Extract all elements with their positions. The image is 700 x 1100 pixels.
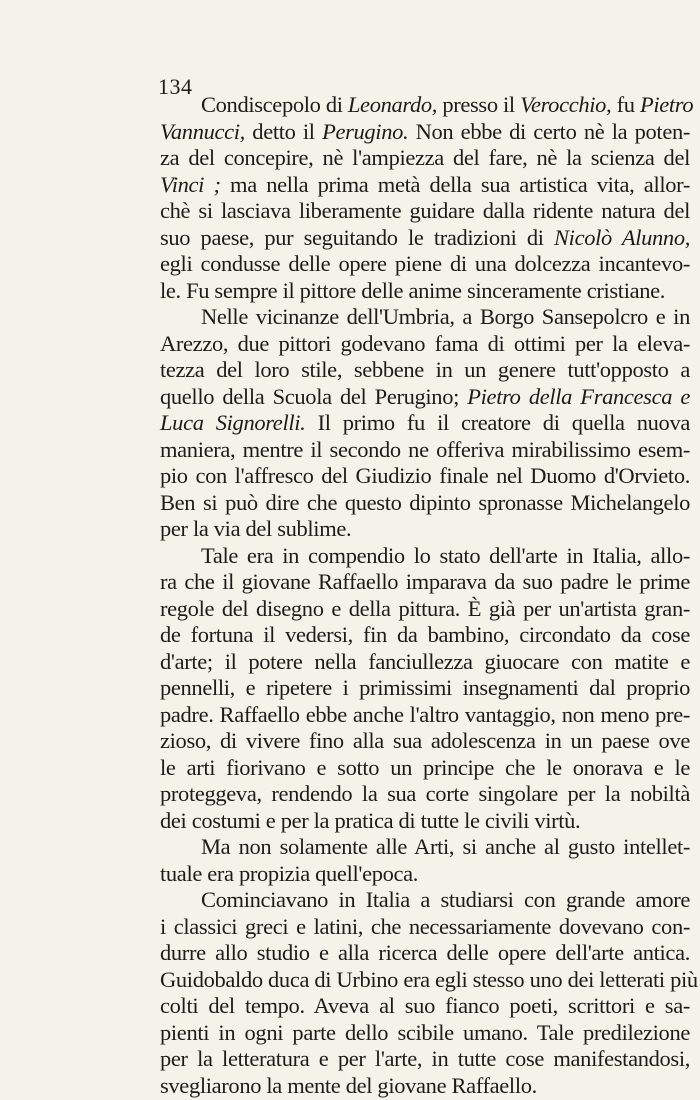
text-run: le arti fiorivano e sotto un principe che le onorava e le — [160, 754, 690, 780]
text-line — [160, 357, 690, 384]
text-run: detto il — [244, 118, 323, 144]
text-run: pennelli, e ripetere i primissimi insegnamenti dal proprio — [160, 675, 690, 700]
text-run: Non ebbe di certo nè la poten- — [408, 118, 690, 144]
italic-text: Pietro — [639, 92, 694, 117]
text-line — [160, 781, 690, 808]
text-run: de fortuna il vedersi, fin da bambino, circondato da cose — [160, 622, 690, 647]
text-line — [160, 755, 690, 782]
text-line — [160, 463, 690, 490]
text-line — [160, 331, 690, 358]
text-line — [160, 490, 690, 517]
text-run: chè si lasciava liberamente guidare dalla ridente natura del — [160, 198, 690, 223]
text-run: Condiscepolo di — [201, 92, 348, 117]
text-run: regole del disegno e della pittura. È già per un'artista gran- — [160, 595, 690, 621]
text-line — [160, 225, 690, 252]
text-run: dei costumi e per la pratica di tutte le civili virtù. — [160, 807, 581, 833]
italic-text: Vinci ; — [160, 171, 221, 197]
text-line — [160, 702, 690, 729]
paragraph — [160, 92, 694, 304]
text-run: Nelle vicinanze dell'Umbria, a Borgo Sansepolcro e in — [201, 304, 690, 329]
text-run: durre allo studio e alla ricerca delle opere dell'arte antica. — [160, 940, 690, 965]
italic-text: Vannucci, — [160, 118, 245, 144]
text-run: tezza del loro stile, sebbene in un genere tutt'opposto a — [160, 357, 690, 382]
text-run: pienti in ogni parte dello scibile umano. Tale predilezione — [160, 1019, 690, 1045]
text-run: Cominciavano in Italia a studiarsi con grande amore — [201, 887, 690, 912]
text-run: tuale era propizia quell'epoca. — [160, 860, 419, 886]
paragraph — [160, 834, 690, 887]
text-line — [160, 966, 698, 994]
text-line — [160, 278, 690, 305]
text-run: fu — [611, 92, 640, 117]
text-line — [160, 1073, 690, 1100]
text-line — [160, 410, 690, 437]
text-line — [160, 437, 690, 464]
text-run: Tale era in compendio lo stato dell'arte in Italia, allo- — [201, 542, 690, 568]
text-run: ra che il giovane Raffaello imparava da suo padre le prime — [160, 569, 690, 594]
text-line — [160, 914, 690, 941]
text-line — [160, 622, 690, 649]
text-line — [160, 92, 694, 119]
italic-text: Leonardo, — [347, 92, 438, 117]
text-run: egli condusse delle opere piene di una dolcezza incantevo- — [160, 251, 690, 276]
italic-text: Perugino. — [322, 118, 409, 144]
text-run: suo paese, pur seguitando le tradizioni di — [160, 224, 555, 250]
italic-text: Luca Signorelli. — [160, 410, 306, 435]
italic-text: Verocchio, — [520, 92, 612, 117]
text-line — [160, 251, 690, 278]
paragraph — [160, 887, 698, 1099]
text-line — [160, 569, 690, 596]
text-line — [160, 1046, 690, 1073]
text-line — [160, 834, 690, 861]
text-run: svegliarono la mente del giovane Raffaello. — [160, 1072, 537, 1098]
text-line — [160, 145, 690, 172]
text-run: per la letteratura e per l'arte, in tutte cose manifestandosi, — [160, 1046, 690, 1071]
text-run: pio con l'affresco del Giudizio finale nel Duomo d'Orvieto. — [160, 463, 690, 488]
text-line — [160, 172, 690, 199]
text-line — [160, 675, 690, 702]
text-line — [160, 940, 690, 967]
text-line — [160, 993, 690, 1020]
body-text — [160, 92, 698, 1099]
text-run: proteggeva, rendendo la sua corte singolare per la nobiltà — [160, 781, 690, 806]
text-run: presso il — [437, 92, 521, 117]
text-line — [160, 543, 690, 570]
text-run: Ben si può dire che questo dipinto spronasse Michelangelo — [160, 489, 690, 515]
text-run: za del concepire, nè l'ampiezza del fare, nè la scienza del — [160, 145, 690, 170]
text-line — [160, 861, 690, 888]
text-run: le. Fu sempre il pittore delle anime sinceramente cristiane. — [160, 277, 666, 303]
text-run: padre. Raffaello ebbe anche l'altro vantaggio, non meno pre- — [160, 701, 690, 727]
text-run: i classici greci e latini, che necessariamente dovevano con- — [160, 913, 690, 939]
text-line — [160, 304, 690, 331]
text-run: Il primo fu il creatore di quella nuova — [305, 410, 690, 435]
text-run: zioso, di vivere fino alla sua adolescenza in un paese ove — [160, 728, 690, 753]
text-run: maniera, mentre il secondo ne offeriva mirabilissimo esem- — [160, 436, 690, 462]
page-number: 134 — [158, 74, 193, 99]
text-line — [160, 1020, 690, 1047]
text-run: d'arte; il potere nella fanciullezza giuocare con matite e — [160, 648, 690, 674]
text-run: Ma non solamente alle Arti, si anche al gusto intellet- — [201, 834, 690, 859]
text-run: Arezzo, due pittori godevano fama di ottimi per la eleva- — [160, 330, 690, 356]
text-line — [160, 728, 690, 755]
text-run: quello della Scuola del Perugino; — [160, 383, 468, 409]
text-line — [160, 596, 690, 623]
text-run: per la via del sublime. — [160, 516, 352, 541]
text-line — [160, 198, 690, 225]
text-run: colti del tempo. Aveva al suo fianco poeti, scrittori e sa- — [160, 993, 690, 1018]
text-run: ma nella prima metà della sua artistica vita, allor- — [220, 171, 690, 197]
text-run: Guidobaldo duca di Urbino era egli stesso uno dei letterati più — [160, 966, 698, 992]
paragraph — [160, 304, 690, 543]
text-line — [160, 808, 690, 835]
text-line — [160, 516, 690, 543]
italic-text: Pietro della Francesca e — [467, 383, 690, 409]
text-line — [160, 119, 690, 146]
text-line — [160, 384, 690, 411]
italic-text: Nicolò Alunno, — [554, 224, 691, 250]
paragraph — [160, 543, 690, 835]
text-line — [160, 649, 690, 676]
text-line — [160, 887, 690, 914]
